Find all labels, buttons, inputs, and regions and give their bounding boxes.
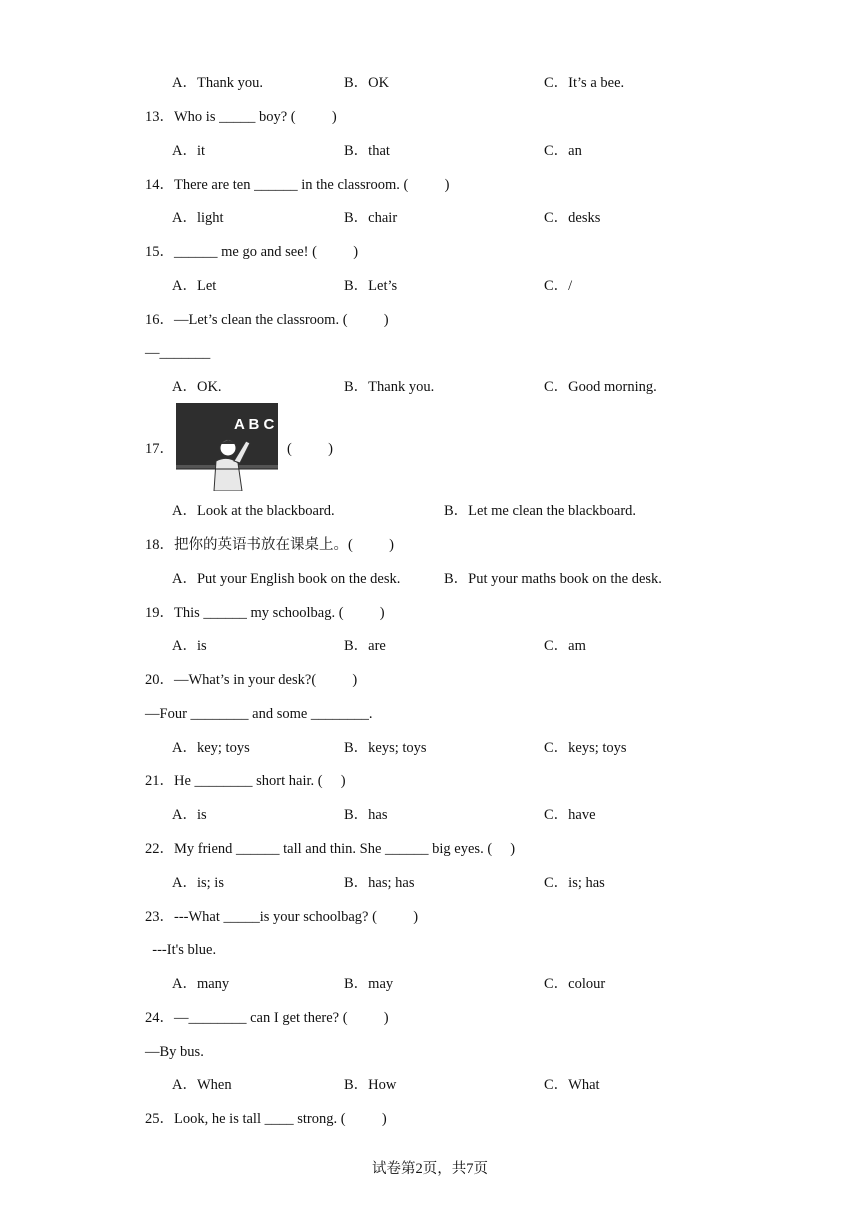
q15-option-b: B．Let’s	[344, 278, 398, 294]
q15-option-a: A．Let	[172, 278, 217, 294]
q23-option-c: C．colour	[544, 976, 606, 992]
q13-option-b: B．that	[344, 143, 390, 159]
q17-stem: 17．	[145, 441, 174, 457]
q19-option-b: B．are	[344, 638, 386, 654]
q22-option-b: B．has; has	[344, 875, 415, 891]
q12-option-a: A．Thank you.	[172, 75, 264, 91]
q24-option-b: B．How	[344, 1077, 397, 1093]
q17-option-a: A．Look at the blackboard.	[172, 503, 335, 519]
q20-option-b: B．keys; toys	[344, 740, 427, 756]
q24-option-c: C．What	[544, 1077, 600, 1093]
blackboard-picture	[176, 403, 278, 491]
q23-option-b: B．may	[344, 976, 394, 992]
q19-stem: 19．This ______ my schoolbag. ( )	[145, 605, 385, 621]
q13-option-a: A．it	[172, 143, 206, 159]
q22-stem: 22．My friend ______ tall and thin. She ______ big eyes. ( )	[145, 841, 516, 857]
q25-stem: 25．Look, he is tall ____ strong. ( )	[145, 1111, 387, 1127]
q19-option-c: C．am	[544, 638, 586, 654]
q14-option-c: C．desks	[544, 210, 601, 226]
q24-stem: 24．—________ can I get there? ( )	[145, 1010, 389, 1026]
q21-option-a: A．is	[172, 807, 207, 823]
q16-option-b: B．Thank you.	[344, 379, 435, 395]
q23-stem: 23．---What _____is your schoolbag? ( )	[145, 909, 419, 925]
q14-option-a: A．light	[172, 210, 224, 226]
q21-option-c: C．have	[544, 807, 596, 823]
blackboard-letters: A B C	[234, 416, 275, 433]
q20-option-a: A．key; toys	[172, 740, 250, 756]
q22-option-c: C．is; has	[544, 875, 605, 891]
q17-option-b: B．Let me clean the blackboard.	[444, 503, 637, 519]
q20-stem: 20．—What’s in your desk?( )	[145, 672, 358, 688]
q18-stem: 18．把你的英语书放在课桌上。( )	[145, 537, 394, 553]
q13-option-c: C．an	[544, 143, 582, 159]
q24-reply: —By bus.	[145, 1044, 204, 1060]
q18-option-a: A．Put your English book on the desk.	[172, 571, 401, 587]
q16-option-a: A．OK.	[172, 379, 222, 395]
q13-stem: 13．Who is _____ boy? ( )	[145, 109, 337, 125]
q20-option-c: C．keys; toys	[544, 740, 627, 756]
q15-stem: 15．______ me go and see! ( )	[145, 244, 359, 260]
q23-reply: ---It's blue.	[145, 942, 217, 958]
q21-stem: 21．He ________ short hair. ( )	[145, 773, 346, 789]
q16-reply: —_______	[145, 345, 211, 361]
q22-option-a: A．is; is	[172, 875, 224, 891]
q20-reply: —Four ________ and some ________.	[145, 706, 373, 722]
q14-stem: 14．There are ten ______ in the classroom. ( )	[145, 177, 450, 193]
q24-option-a: A．When	[172, 1077, 232, 1093]
q23-option-a: A．many	[172, 976, 230, 992]
q16-option-c: C．Good morning.	[544, 379, 657, 395]
q16-stem: 16．—Let’s clean the classroom. ( )	[145, 312, 389, 328]
page-footer: 试卷第2页，共7页	[372, 1161, 488, 1177]
q21-option-b: B．has	[344, 807, 388, 823]
q12-option-b: B．OK	[344, 75, 390, 91]
q17-answer-paren: ( )	[287, 441, 333, 457]
q12-option-c: C．It’s a bee.	[544, 75, 625, 91]
q15-option-c: C．/	[544, 278, 573, 294]
q18-option-b: B．Put your maths book on the desk.	[444, 571, 662, 587]
q14-option-b: B．chair	[344, 210, 398, 226]
q19-option-a: A．is	[172, 638, 207, 654]
